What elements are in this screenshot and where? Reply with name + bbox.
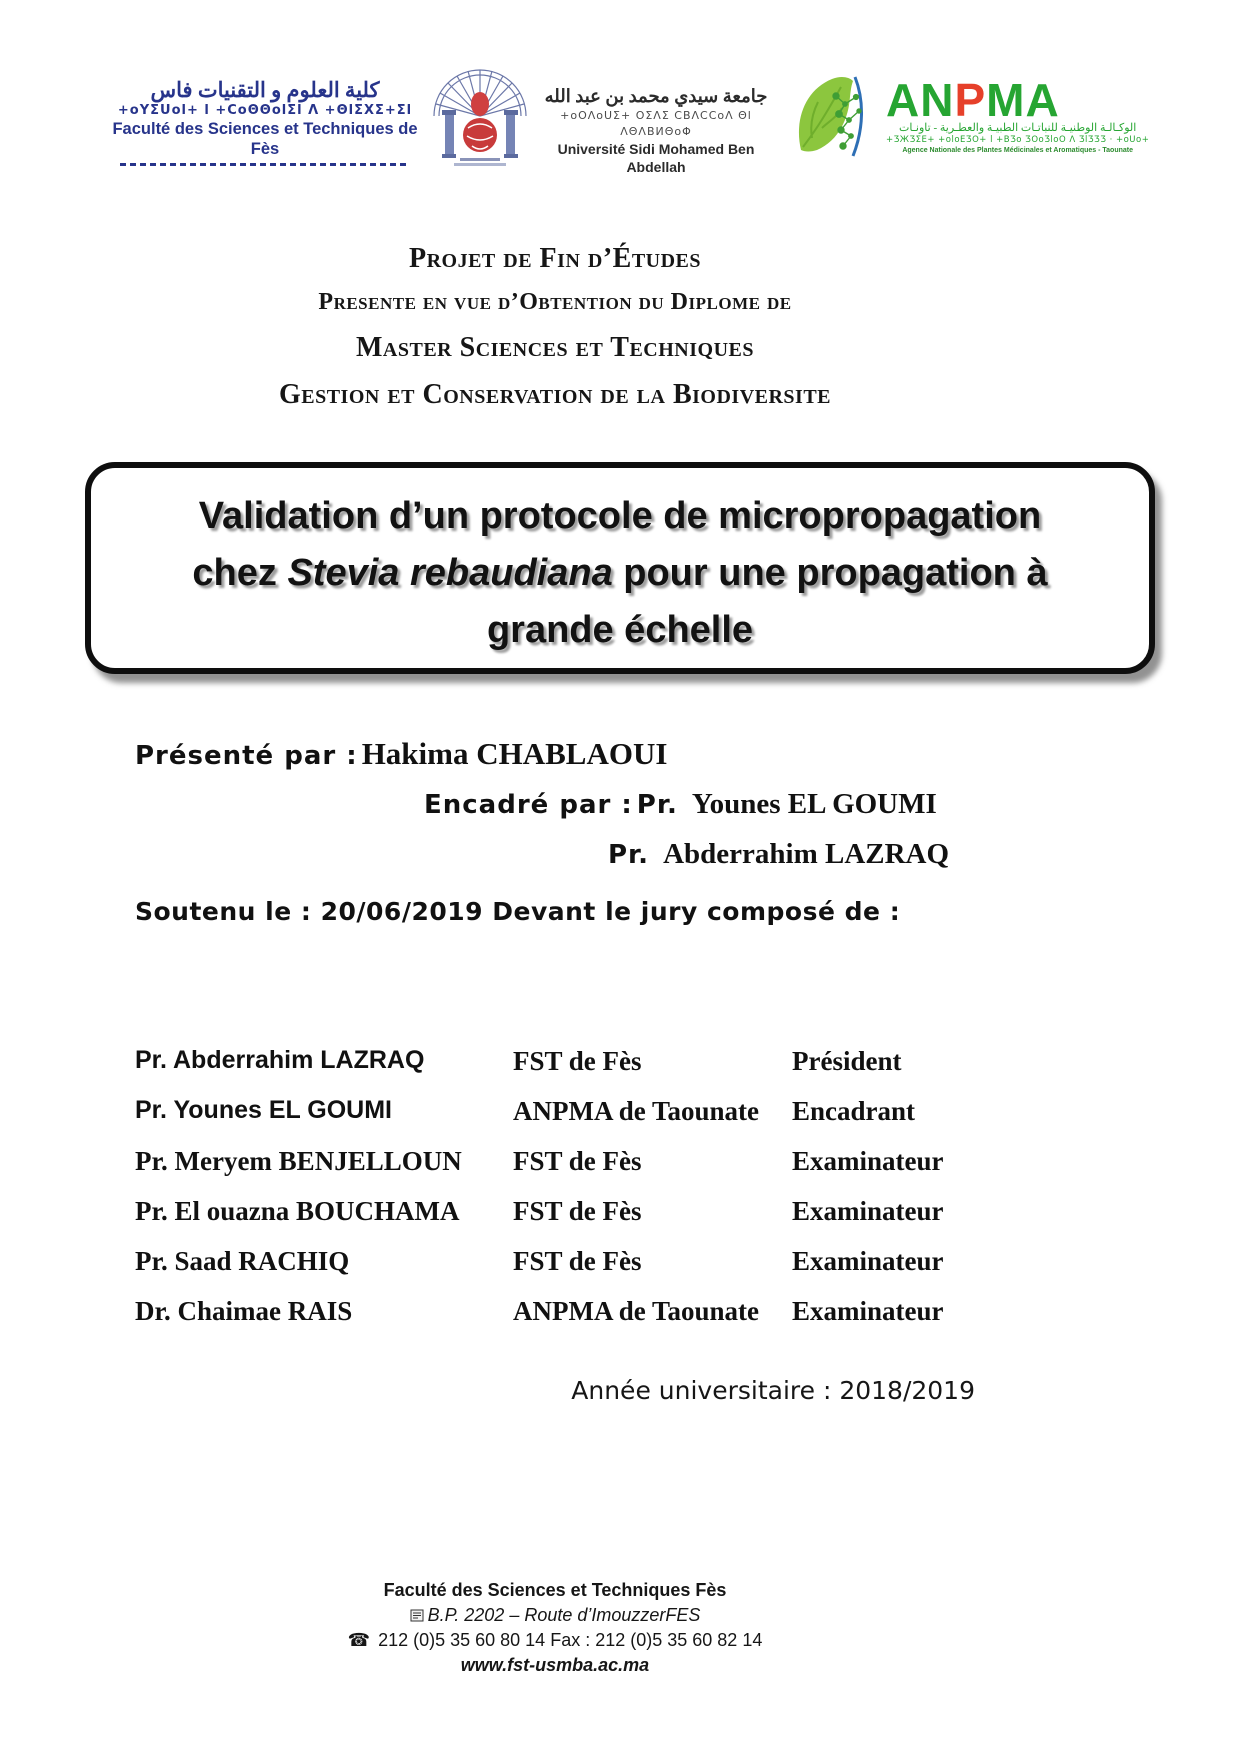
heading-projet: Projet de Fin d’Études: [408, 243, 702, 274]
jury-member-role: Encadrant: [792, 1096, 916, 1126]
title-line-2: [91, 545, 1149, 602]
phone-icon: ☎: [347, 1630, 371, 1650]
fst-logo: [112, 78, 418, 166]
jury-row: [135, 1246, 1095, 1296]
jury-member-affiliation: FST de Fès: [513, 1046, 642, 1076]
footer-phone-line: [85, 1628, 1025, 1653]
title-line2-prefix: chez: [192, 552, 288, 594]
fst-logo-divider: [120, 163, 410, 166]
jury-member-name: Pr. El ouazna BOUCHAMA: [135, 1196, 460, 1226]
jury-member-name: Pr. Meryem BENJELLOUN: [135, 1146, 462, 1176]
anpma-wordmark-an: AN: [886, 74, 955, 126]
title-species-name: Stevia rebaudiana: [287, 552, 613, 594]
jury-member-role: Examinateur: [792, 1296, 944, 1326]
jury-member-affiliation: FST de Fès: [513, 1246, 642, 1276]
footer-phone-text: 212 (0)5 35 60 80 14 Fax : 212 (0)5 35 60 82 14: [378, 1630, 763, 1650]
usmba-logo-text: [544, 84, 768, 176]
anpma-logo-french: Agence Nationale des Plantes Médicinales et Aromatiques - Taounate: [902, 147, 1133, 154]
usmba-logo: [430, 58, 768, 176]
jury-member-affiliation: FST de Fès: [513, 1196, 642, 1226]
jury-member-role: Président: [792, 1046, 902, 1076]
anpma-wordmark-ma: MA: [986, 74, 1060, 126]
jury-member-name: Dr. Chaimae RAIS: [135, 1296, 353, 1326]
heading-gestion: Gestion et Conservation de la Biodiversite: [278, 379, 832, 410]
jury-member-affiliation: ANPMA de Taounate: [513, 1296, 760, 1326]
jury-row: [135, 1146, 1095, 1196]
anpma-logo-tifinagh: +ƷЖƷΣE+ +oloEƷO+ l +BƷo ƷOoƷloO Λ ƷlƷƷƷ · +oUo+: [886, 135, 1150, 145]
title-line-3: grande échelle: [486, 609, 754, 651]
jury-member-name: Pr. Younes EL GOUMI: [135, 1096, 393, 1124]
anpma-logo: [788, 70, 1149, 164]
fst-logo-tifinagh: +oYΣUol+ l +CoΘΘolΣl Λ +ΘlΣXΣ+Σl: [117, 103, 413, 118]
supervisor1-name: Younes EL GOUMI: [691, 788, 937, 820]
academic-year: Année universitaire : 2018/2019: [571, 1376, 975, 1405]
footer-faculty-name: Faculté des Sciences et Techniques Fès: [383, 1580, 727, 1600]
anpma-wordmark: [886, 74, 1149, 126]
title-line2-suffix: pour une propagation à: [612, 552, 1048, 594]
jury-row: [135, 1196, 1095, 1246]
jury-row: [135, 1096, 1095, 1146]
jury-member-affiliation: ANPMA de Taounate: [513, 1096, 760, 1126]
supervisor2-line: [608, 838, 949, 871]
fst-logo-arabic: كلية العلوم و التقنيات فاس: [150, 78, 380, 102]
thesis-title: [91, 488, 1149, 659]
title-line-1: Validation d’un protocole de micropropagation: [198, 495, 1042, 537]
anpma-logo-text: [886, 74, 1150, 156]
document-headings: [85, 243, 1025, 411]
jury-member-role: Examinateur: [792, 1146, 944, 1176]
anpma-leaf-icon: [788, 70, 882, 164]
usmba-crest-icon: [430, 58, 530, 170]
footer-address-line: [85, 1603, 1025, 1628]
supervised-by-label: Encadré par :: [424, 790, 633, 820]
presented-by-label: Présenté par :: [135, 741, 358, 771]
footer-website: www.fst-usmba.ac.ma: [460, 1655, 650, 1675]
jury-row: [135, 1046, 1095, 1096]
student-name: Hakima CHABLAOUI: [361, 736, 668, 771]
usmba-logo-french: Université Sidi Mohamed Ben Abdellah: [557, 141, 755, 175]
heading-master: Master Sciences et Techniques: [356, 332, 754, 363]
defense-date-line: Soutenu le : 20/06/2019 Devant le jury composé de :: [135, 897, 901, 926]
heading-presente: Presente en vue d’Obtention du Diplome de: [318, 289, 792, 315]
supervisor2-name: Abderrahim LAZRAQ: [663, 838, 950, 870]
usmba-logo-tifinagh: +oOΛoUΣ+ OΣΛΣ CBΛCCoΛ Θl ΛΘΛBИΘoΦ: [560, 109, 752, 138]
footer: [85, 1578, 1025, 1678]
jury-member-name: Pr. Saad RACHIQ: [135, 1246, 350, 1276]
jury-member-affiliation: FST de Fès: [513, 1146, 642, 1176]
jury-member-role: Examinateur: [792, 1196, 944, 1226]
supervisor2-title: Pr.: [608, 840, 650, 870]
supervisor1-title: Pr.: [636, 790, 678, 820]
fst-logo-french: Faculté des Sciences et Techniques de Fès: [112, 120, 418, 158]
footer-address-text: B.P. 2202 – Route d’ImouzzerFES: [427, 1605, 701, 1625]
usmba-logo-arabic: جامعة سيدي محمد بن عبد الله: [544, 86, 768, 106]
title-box: [85, 462, 1155, 674]
anpma-wordmark-p: P: [954, 74, 987, 126]
jury-member-role: Examinateur: [792, 1246, 944, 1276]
anpma-logo-arabic: الوكـالـة الوطنيـة للنباتـات الطبيـة والعطـرية - تاونـات: [899, 122, 1137, 134]
jury-row: [135, 1296, 1095, 1346]
note-icon: [410, 1609, 424, 1622]
presented-by-line: [135, 736, 667, 772]
jury-member-name: Pr. Abderrahim LAZRAQ: [135, 1046, 425, 1074]
jury-table: [135, 1046, 1095, 1346]
supervised-by-line: [424, 788, 937, 821]
